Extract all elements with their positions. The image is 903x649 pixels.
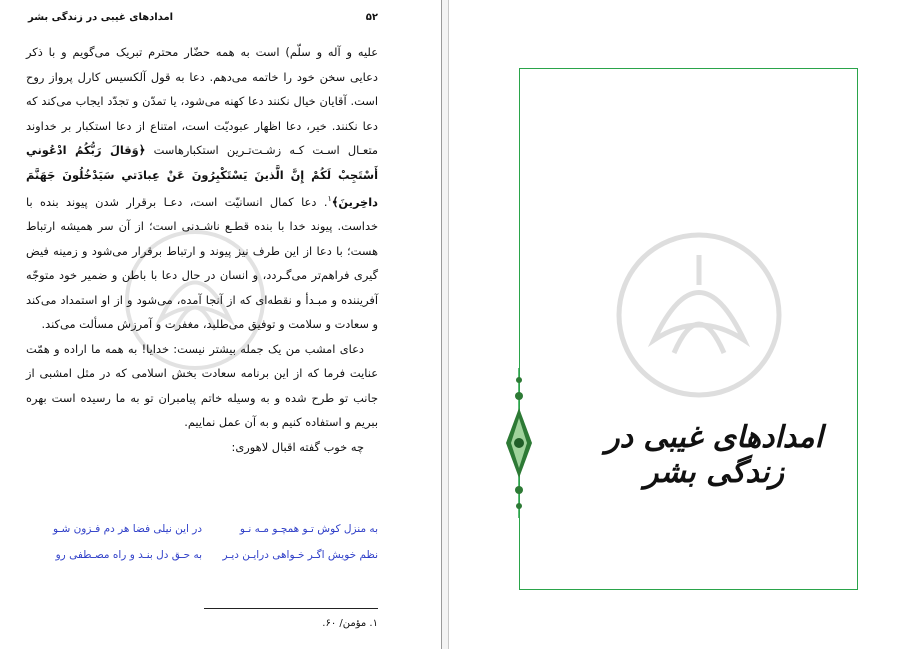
body-text (26, 40, 378, 459)
poem (34, 516, 378, 568)
hemistich-right: نظم خویش اگـر خـواهی درایـن دیـر (222, 549, 378, 561)
paragraph-1: علیه و آله و سلّم) است به همه حضّار محترم تبریک می‌گویم و با ذکر دعایی سخن خود را خاتمه می‌دهم. دعا به قول آلکسیس کارل پرواز روح است. آقایان خیال نکنند دعا کهنه می‌شود، یا تمدّن و تجدّد ایجاب می‌کند که دعا نکنند. خیر، دعا اظهار عبودیّت است، امتناع از دعا استکبار بر خداوند متعـال اسـت کـه زشـت‌تـرین استکبارهاست ﴿وَقالَ رَبُّكُمُ ادْعُوني أَسْتَجِبْ لَكُمْ إِنَّ الَّذينَ يَسْتَكْبِرُونَ عَنْ عِبادَتي سَيَدْخُلُونَ جَهَنَّمَ داخِرينَ﴾$^۱$. دعا کمال انسانیّت است، دعـا برقرار شدن پیوند بنده با خداست. پیوند خدا با بنده قطـع ناشـدنی است؛ از آن سر همیشه ارتباط هست؛ با دعا از این طرف نیز پیوند و ارتباط برقرار می‌شود و زمینه فیض گیری فراهم‌تر می‌گـردد، و انسان در حال دعا با باطن و ضمیر خود متوجّه آفریننده و مبـدأ و نقطه‌ای که از آنجا آمده، می‌شود و از او استمداد می‌کند و سعادت و سلامت و توفیق می‌طلبد، مغفرت و آمرزش مسألت می‌کند. (26, 45, 379, 332)
page-number: ۵۲ (365, 12, 378, 23)
hemistich-right: به منزل کوش تـو همچـو مـه نـو (239, 523, 378, 535)
running-title: امدادهای غیبی در زندگی بشر (28, 12, 174, 23)
book-title: امدادهای غیبی در زندگی بشر (605, 420, 823, 490)
footnote: ۱. مؤمن/ ۶۰. (322, 618, 378, 629)
left-page (0, 0, 441, 649)
paragraph-3: چه خوب گفته اقبال لاهوری: (231, 439, 364, 454)
footnote-reference: ۱ (327, 194, 332, 203)
page-header (28, 10, 378, 28)
right-page (449, 0, 903, 649)
paragraph-2: دعای امشب من یک جمله بیشتر نیست: خدایا! به همه ما اراده و همّت عنایت فرما که از این برنامه سعادت بخش اسلامی که در مثل امشبی از جانب تو طرح شده و به وسیله خاتم پیامبران تو به ما رسیده است بهره ببریم و استفاده کنیم و به آن عمل نماییم. (26, 341, 378, 430)
hemistich-left: به حـق دل بنـد و راه مصـطفی رو (55, 549, 202, 561)
footnote-divider (204, 608, 378, 609)
hemistich-left: در این نیلی فضا هر دم فـزون شـو (52, 523, 202, 535)
ornament-icon (502, 368, 536, 518)
page-gutter (441, 0, 449, 649)
title-frame (519, 68, 858, 590)
poem-line (34, 542, 378, 568)
poem-line (34, 516, 378, 542)
quran-verse: ﴿وَقالَ رَبُّكُمُ ادْعُوني أَسْتَجِبْ لَكُمْ إِنَّ الَّذينَ يَسْتَكْبِرُونَ عَنْ عِبادَتي سَيَدْخُلُونَ جَهَنَّمَ داخِرينَ﴾ (26, 143, 378, 209)
